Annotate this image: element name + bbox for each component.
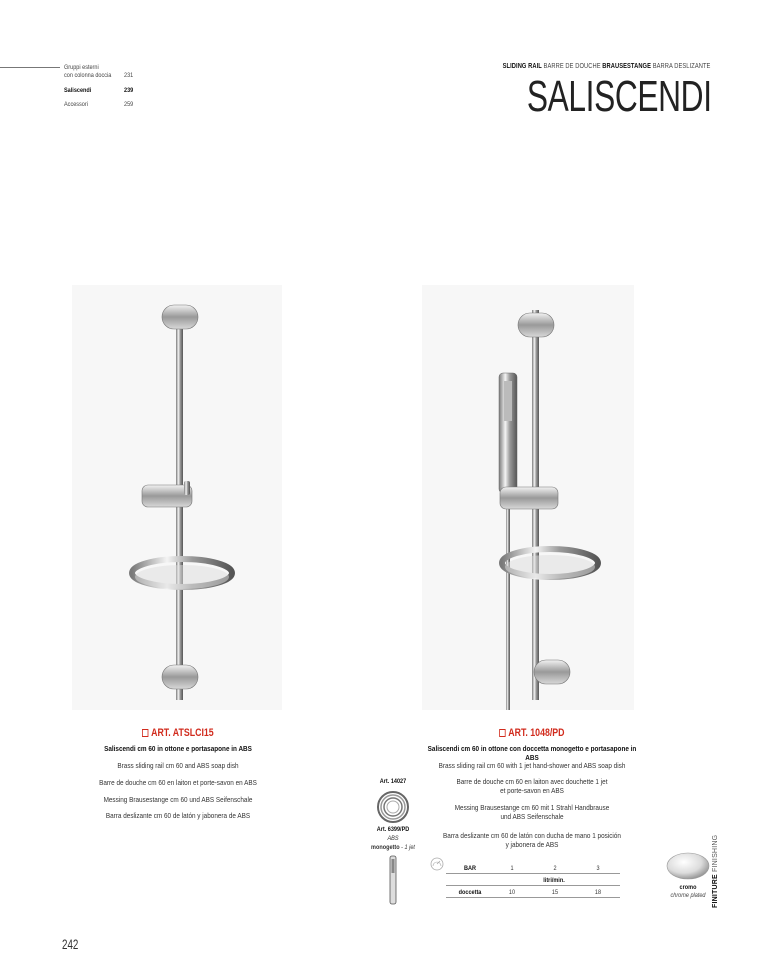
sliding-rail-illustration [72,285,282,710]
index-item-2-label[interactable]: Saliscendi [64,87,92,94]
flow-label: doccetta [458,889,482,896]
checkbox-square-icon [499,729,505,737]
sliding-rail-with-shower-illustration [422,285,634,710]
index-item-3-label[interactable]: Accessori [64,101,88,108]
chrome-finish-swatch [666,852,710,880]
product-image-1048pd [422,285,634,710]
index-item-1-page[interactable]: 231 [124,72,134,79]
desc-de-2: Messing Brausestange cm 60 mit 1 Strahl Handbrause und ABS Seifenschale [454,803,610,821]
table-row-flow [446,887,620,898]
bar-label: BAR [464,865,476,872]
article-title-atslci15 [98,727,258,739]
index-item-1-line2[interactable]: con colonna doccia [64,72,112,79]
bar-value-3: 3 [596,865,600,872]
finish-name: cromo [679,884,697,891]
shower-type-label: monogetto [371,844,400,851]
desc-en-1: Brass sliding rail cm 60 and ABS soap dish [117,761,239,770]
index-item-1-line1[interactable]: Gruppi esterni [64,64,99,71]
article-code: ART. 1048/PD [508,727,565,739]
desc-fr-1: Barre de douche cm 60 en laiton et porte-savon en ABS [99,778,257,787]
pressure-gauge-icon [430,857,444,871]
article-code: ART. ATSLCI15 [151,727,214,739]
index-item-2-page[interactable]: 239 [124,87,134,94]
article-title-1048pd [452,727,612,739]
hand-shower-icon [388,855,398,905]
title-de: BRAUSESTANGE [601,63,651,70]
title-es: BARRA DESLIZANTE [652,63,710,70]
shower-type: monogetto - 1 jet [371,844,415,851]
desc-es-2: Barra deslizante cm 60 de latón con ducha de mano 1 posición y jabonera de ABS [443,831,621,849]
desc-it-2: Saliscendi cm 60 in ottone con doccetta monogetto e portasapone in ABS [427,744,637,762]
table-row-unit [446,875,620,886]
product-image-atslci15 [72,285,282,710]
hose-article: Art. 14027 [379,778,407,785]
flow-value-3: 18 [594,889,602,896]
index-rule [0,67,60,68]
finish-label-it: FINITURE [712,874,719,908]
index-item-3-page[interactable]: 259 [124,101,134,108]
flow-value-1: 10 [508,889,516,896]
multilang-title [502,63,710,70]
bar-value-2: 2 [553,865,557,872]
table-row-bar [446,863,620,874]
desc-es-1: Barra deslizante cm 60 de latón y jabonera de ABS [105,811,251,820]
hose-icon [376,790,410,824]
finish-label-en: FINISHING [712,834,719,872]
title-en: SLIDING RAIL [502,63,542,70]
finish-name-en: chrome plated [670,892,706,899]
desc-fr-2: Barre de douche cm 60 en laiton avec douchette 1 jet et porte-savon en ABS [456,777,608,795]
checkbox-square-icon [142,729,148,737]
flow-unit: litri/min. [543,877,565,884]
flow-value-2: 15 [551,889,559,896]
shower-jet-label: 1 jet [404,844,415,851]
desc-de-1: Messing Brausestange cm 60 und ABS Seifenschale [103,795,253,804]
page-title: SALISCENDI [527,72,712,121]
bar-value-1: 1 [510,865,514,872]
desc-en-2: Brass sliding rail cm 60 with 1 jet hand-shower and ABS soap dish [438,761,626,770]
finishing-vertical-label [712,834,724,908]
shower-article: Art. 6399/PD [376,826,410,833]
page-number: 242 [62,936,79,952]
desc-it-1: Saliscendi cm 60 in ottone e portasapone in ABS [104,744,252,753]
title-fr: BARRE DE DOUCHE [543,63,601,70]
shower-material: ABS [387,835,399,842]
